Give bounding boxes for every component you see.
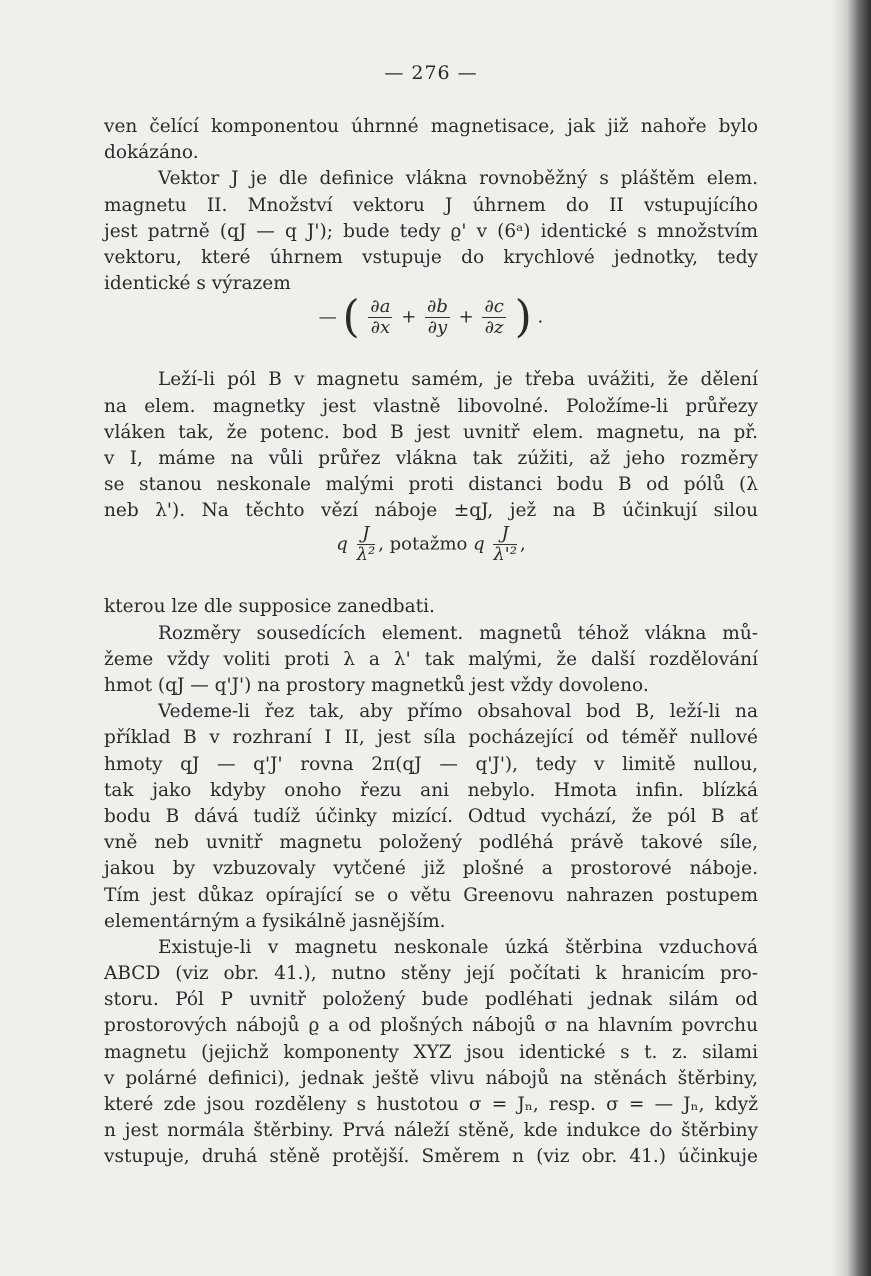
text-line: Tím jest důkaz opírající se o větu Greenovu nahrazen postupem: [104, 884, 758, 906]
body-text: [104, 114, 758, 1171]
text-line: ABCD (viz obr. 41.), nutno stěny její počítati k hranicím pro-: [104, 963, 758, 985]
denominator: ∂x: [370, 317, 391, 339]
text-line: magnetu (jejichž komponenty XYZ jsou identické s t. z. silami: [104, 1041, 758, 1063]
text-line: v polárné definici), jednak ještě vlivu nábojů na stěnách štěrbiny,: [104, 1067, 758, 1089]
force-formula: [104, 524, 758, 594]
formula-minus: —: [318, 306, 337, 328]
text-line: hmoty qJ — q'J' rovna 2π(qJ — q'J'), tedy v limitě nullou,: [104, 753, 758, 775]
text-line: tak jako kdyby onoho řezu ani nebylo. Hmota infin. blízká: [104, 779, 758, 801]
formula-q: q: [336, 533, 348, 555]
text-line: bodu B dává tudíž účinky mizící. Odtud vychází, že pól B ať: [104, 805, 758, 827]
formula-fraction: [493, 524, 517, 565]
denominator: λ²: [356, 544, 376, 566]
numerator: J: [357, 524, 376, 545]
formula-close-paren: ): [514, 291, 532, 343]
text-line: magnetu II. Množství vektoru J úhrnem do II vstupujícího: [104, 194, 758, 216]
text-line: n jest normála štěrbiny. Prvá náleží stěně, kde indukce do štěrbiny: [104, 1120, 758, 1142]
text-line: prostorových nábojů ϱ a od plošných nábojů σ na hlavním povrchu: [104, 1015, 758, 1037]
numerator: ∂c: [484, 296, 504, 318]
text-line: se stanou neskonale malými proti distanci bodu B od pólů (λ: [104, 474, 758, 496]
text-line: příklad B v rozhraní I II, jest síla pocházející od téměř nullové: [104, 727, 758, 749]
text-line: Rozměry sousedících element. magnetů téhož vlákna mů-: [158, 622, 758, 644]
text-line: vstupuje, druhá stěně protější. Směrem n (viz obr. 41.) účinkuje: [104, 1146, 758, 1168]
text-line: vláken tak, že potenc. bod B jest uvnitř elem. magnetu, na př.: [104, 421, 758, 443]
denominator: ∂z: [484, 317, 504, 339]
formula-fraction: [482, 297, 505, 338]
formula-plus: +: [458, 306, 474, 328]
text-line: které zde jsou rozděleny s hustotou σ = Jₙ, resp. σ = — Jₙ, když: [104, 1094, 758, 1115]
text-line: Existuje-li v magnetu neskonale úzká štěrbina vzduchová: [158, 936, 758, 958]
text-line: v I, máme na vůli průřez vlákna tak zúžiti, až jeho rozměry: [104, 447, 758, 469]
text-line: storu. Pól P uvnitř položený bude podléhati jednak silám od: [104, 989, 758, 1011]
denominator: ∂y: [427, 317, 448, 339]
numerator: ∂a: [370, 296, 391, 318]
text-line: vně neb uvnitř magnetu položený podléhá právě takové síle,: [104, 832, 758, 854]
book-binding-shadow: [831, 0, 871, 1276]
text-line: elementárným a fysikálně jasnějším.: [104, 910, 446, 932]
numerator: J: [493, 524, 517, 545]
text-line: na elem. magnetky jest vlastně libovolné. Položíme-li průřezy: [104, 395, 758, 417]
text-line: Leží-li pól B v magnetu samém, je třeba uvážiti, že dělení: [158, 369, 758, 391]
denominator: λ'²: [493, 544, 517, 566]
formula-fraction: [357, 524, 376, 565]
text-line: neb λ'). Na těchto vězí náboje ±qJ, jež na B účinkují silou: [104, 500, 758, 522]
text-line: dokázáno.: [104, 142, 199, 164]
formula-comma: ,: [519, 533, 526, 555]
text-line: Vektor J je dle definice vlákna rovnoběžný s pláštěm elem.: [158, 168, 758, 190]
text-line: hmot (qJ — q'J') na prostory magnetků jest vždy dovoleno.: [104, 675, 649, 696]
page-number: — 276 —: [384, 62, 478, 84]
numerator: ∂b: [427, 296, 448, 318]
divergence-formula: [104, 291, 758, 367]
formula-period: .: [537, 306, 544, 328]
text-line: identické s výrazem: [104, 273, 291, 295]
formula-fraction: [368, 297, 392, 338]
text-line: ven čelící komponentou úhrnné magnetisace, jak již nahoře bylo: [104, 116, 758, 137]
formula-q: q: [473, 533, 485, 555]
formula-plus: +: [401, 306, 417, 328]
formula-comma: ,: [378, 533, 384, 555]
text-line: jest patrně (qJ — q J'); bude tedy ϱ' v (6ᵃ) identické s množstvím: [104, 220, 758, 242]
formula-word: potažmo: [389, 533, 468, 555]
text-line: Vedeme-li řez tak, aby přímo obsahoval bod B, leží-li na: [158, 701, 758, 723]
text-line: kterou lze dle supposice zanedbati.: [104, 596, 435, 618]
text-line: vektoru, které úhrnem vstupuje do krychlové jednotky, tedy: [104, 246, 758, 268]
formula-fraction: [425, 297, 450, 338]
formula-open-paren: (: [342, 291, 360, 343]
text-line: žeme vždy voliti proti λ a λ' tak malými, že další rozdělování: [104, 648, 758, 670]
text-line: jakou by vzbuzovaly vytčené již plošné a prostorové náboje.: [104, 858, 758, 880]
